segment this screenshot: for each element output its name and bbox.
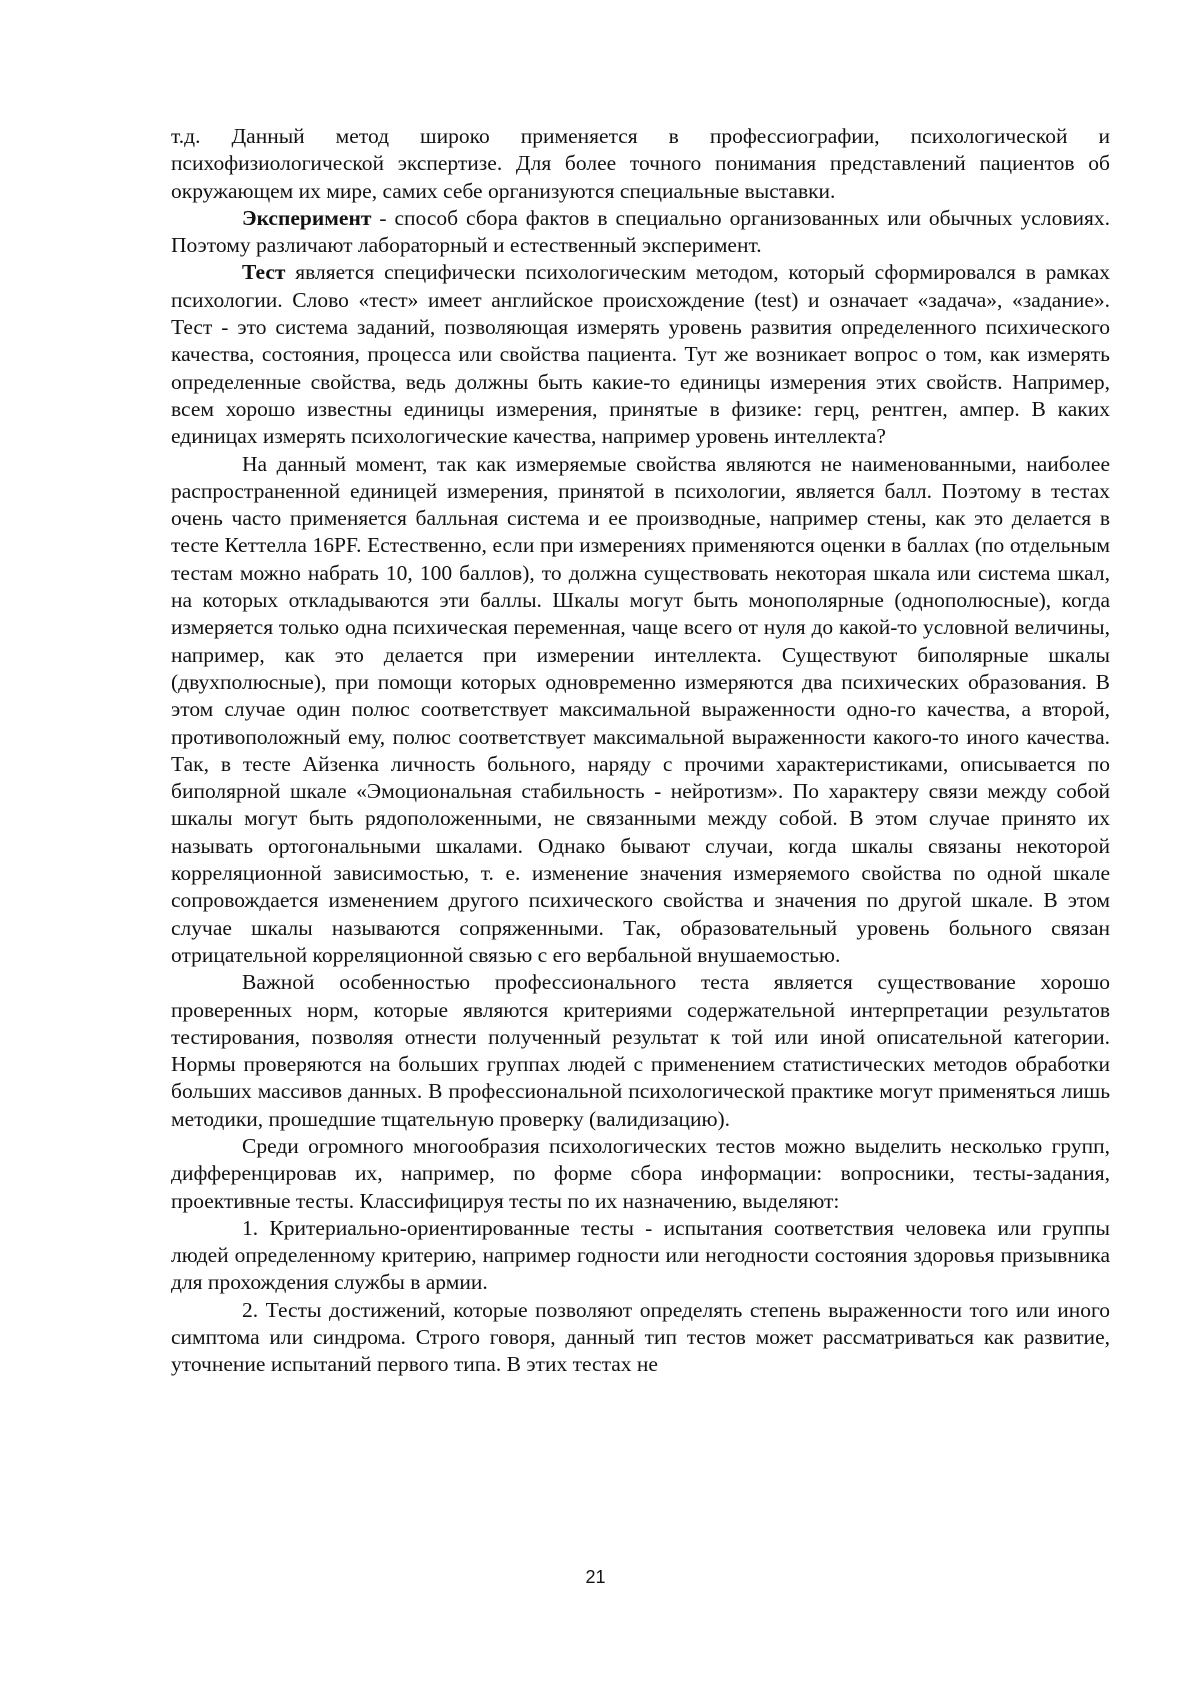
- paragraph-continuation: [171, 123, 1110, 205]
- paragraph-classification: [171, 1133, 1110, 1215]
- paragraph-text: 2. Тесты достижений, которые позволяют определять степень выраженности того или иного симптома или синдрома. Строго говоря, данный тип тестов может рассматриваться как развитие, уточнение испытаний первого типа. В этих тестах не: [171, 1297, 1110, 1377]
- page-body: [171, 123, 1110, 1379]
- paragraph-test: [171, 259, 1110, 450]
- paragraph-scales: [171, 451, 1110, 970]
- paragraph-norms: [171, 969, 1110, 1133]
- paragraph-text: Среди огромного многообразия психологических тестов можно выделить несколько групп, дифференцировав их, например, по форме сбора информации: вопросники, тесты-задания, проективные тесты. Классифицируя тесты по их назначению, выделяют:: [171, 1133, 1110, 1213]
- paragraph-text: Важной особенностью профессионального теста является существование хорошо проверенных норм, которые являются критериями содержательной интерпретации результатов тестирования, позволяя отнести полученный результат к той или иной описательной категории. Нормы проверяются на больших группах людей с применением статистических методов обработки больших массивов данных. В профессиональной психологической практике могут применяться лишь методики, прошедшие тщательную проверку (валидизацию).: [171, 970, 1110, 1131]
- paragraph-text: - способ сбора фактов в специально организованных или обычных условиях. Поэтому различают лабораторный и естественный эксперимент.: [171, 205, 1110, 258]
- paragraph-text: является специфически психологическим методом, который сформировался в рамках психологии. Слово «тест» имеет английское происхождение (test) и означает «задача», «задание». Тест - это система заданий, позволяющая измерять уровень развития определенного психического качества, состояния, процесса или свойства пациента. Тут же возникает вопрос о том, как измерять определенные свойства, ведь должны быть какие-то единицы измерения этих свойств. Например, всем хорошо известны единицы измерения, принятые в физике: герц, рентген, ампер. В каких единицах измерять психологические качества, например уровень интеллекта?: [171, 260, 1110, 449]
- paragraph-experiment: [171, 205, 1110, 260]
- list-item-achievement-tests: [171, 1297, 1110, 1379]
- page-number: 21: [585, 1567, 606, 1587]
- paragraph-text: т.д. Данный метод широко применяется в профессиографии, психологической и психофизиологической экспертизе. Для более точного понимания представлений пациентов об окружающем их мире, самих себе организуются специальные выставки.: [171, 124, 1110, 203]
- paragraph-text: 1. Критериально-ориентированные тесты - испытания соответствия человека или группы людей определенному критерию, например годности или негодности состояния здоровья призывника для прохождения службы в армии.: [171, 1215, 1110, 1295]
- paragraph-text: На данный момент, так как измеряемые свойства являются не наименованными, наиболее распространенной единицей измерения, принятой в психологии, является балл. Поэтому в тестах очень часто применяется балльная система и ее производные, например стены, как это делается в тесте Кеттелла 16PF. Естественно, если при измерениях применяются оценки в баллах (по отдельным тестам можно набрать 10, 100 баллов), то должна существовать некоторая шкала или система шкал, на которых откладываются эти баллы. Шкалы могут быть монополярные (однополюсные), когда измеряется только одна психическая переменная, чаще всего от нуля до какой-то условной величины, например, как это делается при измерении интеллекта. Существуют биполярные шкалы (двухполюсные), при помощи которых одновременно измеряются два психических образования. В этом случае один полюс соответствует максимальной выраженности одно-го качества, а второй, противоположный ему, полюс соответствует максимальной выраженности какого-то иного качества. Так, в тесте Айзенка личность больного, наряду с прочими характеристиками, описывается по биполярной шкале «Эмоциональная стабильность - нейротизм». По характеру связи между собой шкалы могут быть рядоположенными, не связанными между собой. В этом случае принято их называть ортогональными шкалами. Однако бывают случаи, когда шкалы связаны некоторой корреляционной зависимостью, т. е. изменение значения измеряемого свойства по одной шкале сопровождается изменением другого психического свойства и значения по другой шкале. В этом случае шкалы называются сопряженными. Так, образовательный уровень больного связан отрицательной корреляционной связью с его вербальной внушаемостью.: [171, 451, 1110, 967]
- term-experiment: Эксперимент: [242, 205, 372, 230]
- term-test: Тест: [242, 260, 286, 285]
- list-item-criterion-tests: [171, 1215, 1110, 1297]
